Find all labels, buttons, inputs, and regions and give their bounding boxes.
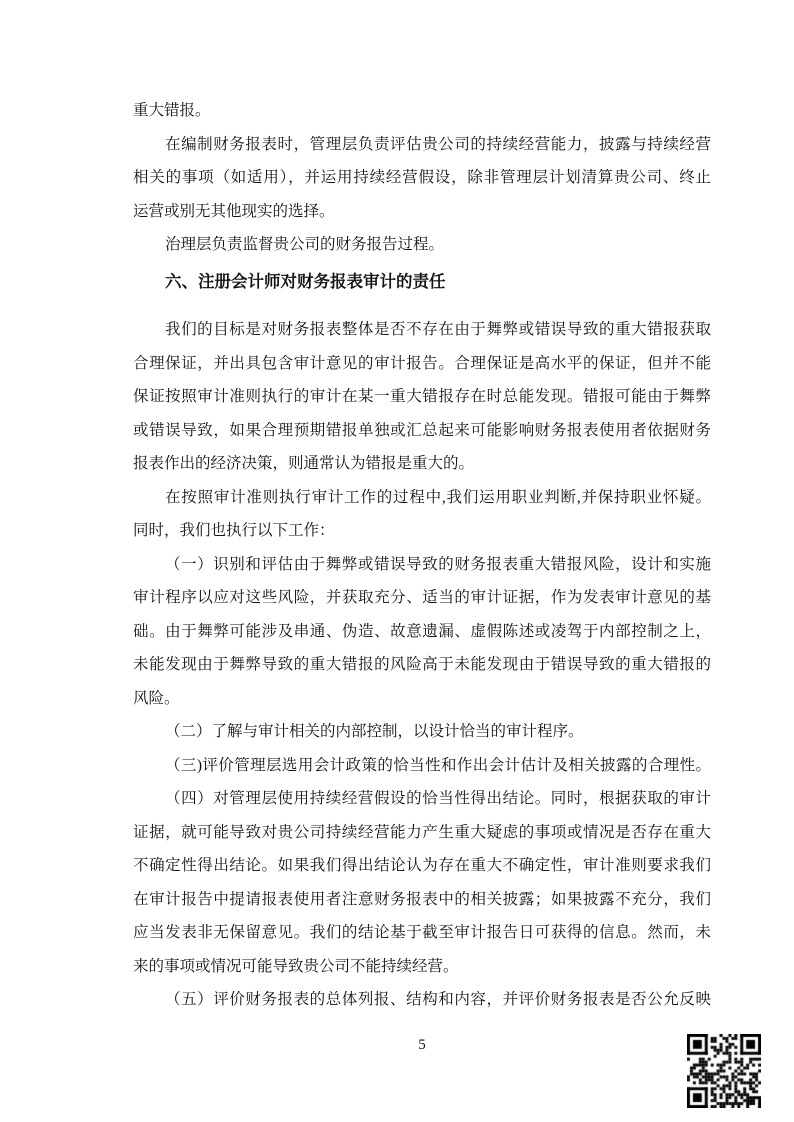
text-line: （一）识别和评估由于舞弊或错误导致的财务报表重大错报风险，设计和实施 (165, 555, 711, 573)
paragraph (133, 983, 711, 1017)
text-line: 证据，就可能导致对贵公司持续经营能力产生重大疑虑的事项或情况是否存在重大 (133, 823, 711, 841)
paragraph (133, 128, 711, 229)
text-line: 在审计报告中提请报表使用者注意财务报表中的相关披露；如果披露不充分，我们 (133, 890, 711, 908)
text-line: 报表作出的经济决策，则通常认为错报是重大的。 (133, 455, 475, 472)
paragraph (133, 548, 711, 716)
text-line: 六、注册会计师对财务报表审计的责任 (165, 271, 446, 291)
text-line: 运营或别无其他现实的选择。 (133, 202, 335, 220)
text-line: 合理保证，并出具包含审计意见的审计报告。合理保证是高水平的保证，但并不能 (133, 354, 711, 372)
text-line: 治理层负责监督贵公司的财务报告过程。 (165, 236, 445, 253)
text-line: 在编制财务报表时，管理层负责评估贵公司的持续经营能力，披露与持续经营 (165, 135, 711, 153)
text-line: （三)评价管理层选用会计政策的恰当性和作出会计估计及相关披露的合理性。 (165, 756, 711, 774)
paragraph (133, 782, 711, 983)
text-line: 保证按照审计准则执行的审计在某一重大错报存在时总能发现。错报可能由于舞弊 (133, 388, 711, 405)
qr-code-icon (687, 1034, 761, 1108)
text-line: 风险。 (133, 689, 180, 707)
text-line: 重大错报。 (133, 102, 211, 119)
text-line: 不确定性得出结论。如果我们得出结论认为存在重大不确定性，审计准则要求我们 (133, 857, 711, 874)
text-line: 同时，我们也执行以下工作： (133, 522, 335, 539)
text-line: 或错误导致，如果合理预期错报单独或汇总起来可能影响财务报表使用者依据财务 (133, 421, 711, 439)
text-line: 未能发现由于舞弊导致的重大错报的风险高于未能发现由于错误导致的重大错报的 (133, 656, 711, 673)
text-line: 应当发表非无保留意见。我们的结论基于截至审计报告日可获得的信息。然而，未 (133, 924, 711, 941)
paragraph (133, 481, 711, 548)
section-heading (133, 265, 711, 299)
text-line: 审计程序以应对这些风险，并获取充分、适当的审计证据，作为发表审计意见的基 (133, 589, 711, 606)
text-line: 础。由于舞弊可能涉及串通、伪造、故意遗漏、虚假陈述或凌驾于内部控制之上， (133, 622, 711, 640)
text-line: （四）对管理层使用持续经营假设的恰当性得出结论。同时，根据获取的审计 (165, 790, 711, 807)
paragraph (133, 715, 711, 749)
paragraph (133, 228, 711, 262)
page-number: 5 (418, 1037, 426, 1053)
text-line: （五）评价财务报表的总体列报、结构和内容，并评价财务报表是否公允反映 (165, 991, 711, 1008)
paragraph (133, 313, 711, 481)
text-line: （二）了解与审计相关的内部控制，以设计恰当的审计程序。 (165, 723, 584, 740)
paragraph (133, 94, 711, 128)
text-line: 我们的目标是对财务报表整体是否不存在由于舞弊或错误导致的重大错报获取 (165, 321, 711, 338)
text-line: 在按照审计准则执行审计工作的过程中,我们运用职业判断,并保持职业怀疑。 (165, 488, 711, 506)
paragraph (133, 749, 711, 783)
text-line: 相关的事项（如适用），并运用持续经营假设，除非管理层计划清算贵公司、终止 (133, 169, 711, 186)
document-body (133, 94, 711, 1017)
text-line: 来的事项或情况可能导致贵公司不能持续经营。 (133, 957, 459, 975)
